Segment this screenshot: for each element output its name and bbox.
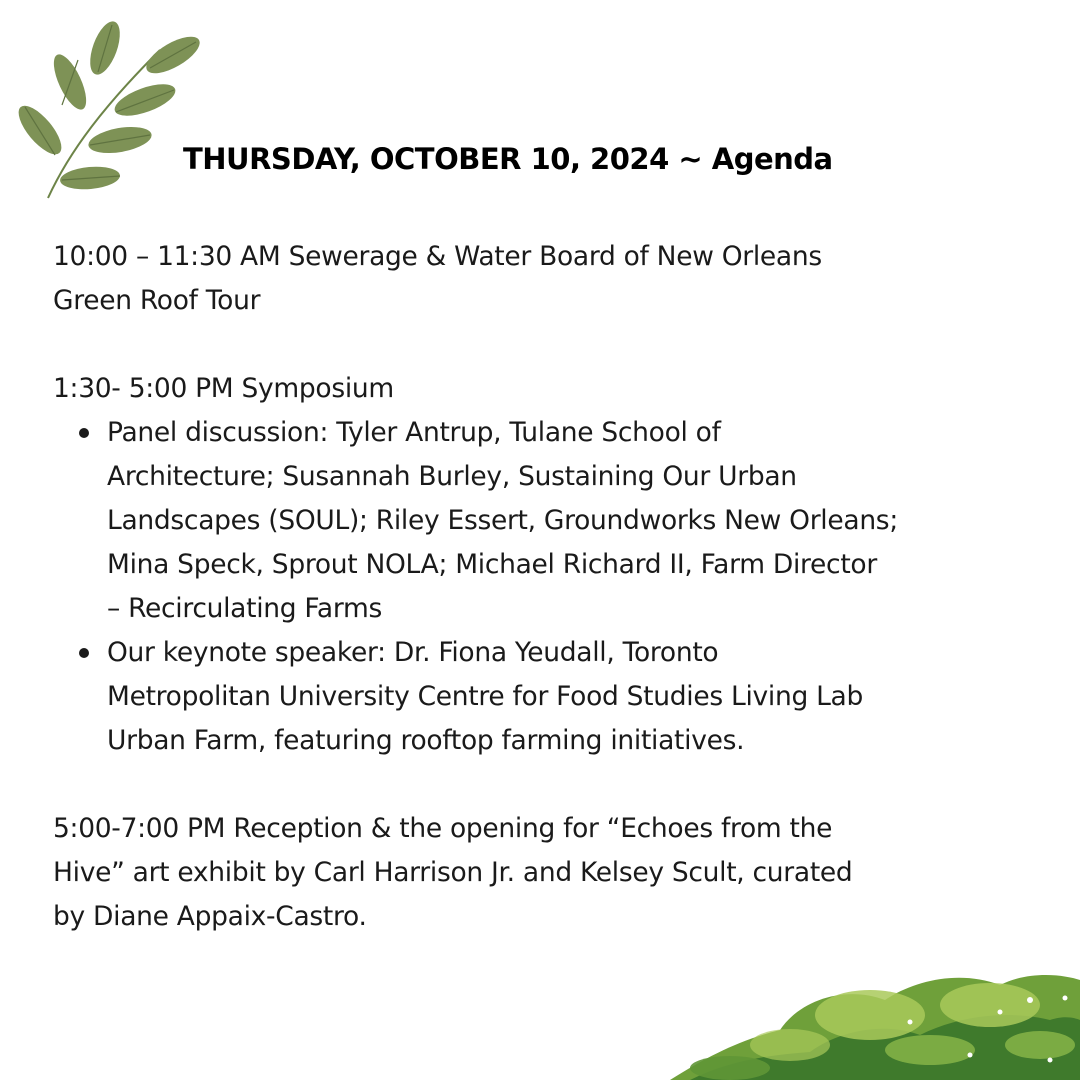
bullet-line: Our keynote speaker: Dr. Fiona Yeudall, Toronto <box>107 637 719 668</box>
agenda-item-line: Hive” art exhibit by Carl Harrison Jr. and Kelsey Scult, curated <box>53 857 853 888</box>
bullet-line: Landscapes (SOUL); Riley Essert, Groundworks New Orleans; <box>107 505 898 536</box>
agenda-item-reception <box>53 807 1043 939</box>
leaf-branch-icon <box>10 10 210 210</box>
bullet-line: Urban Farm, featuring rooftop farming initiatives. <box>107 725 745 756</box>
bullet-line: Panel discussion: Tyler Antrup, Tulane School of <box>107 417 721 448</box>
agenda-item-symposium <box>53 367 1043 763</box>
bushes-icon <box>670 960 1080 1080</box>
agenda-title: THURSDAY, OCTOBER 10, 2024 ~ Agenda <box>183 142 833 176</box>
bullet-line: Metropolitan University Centre for Food Studies Living Lab <box>107 681 864 712</box>
spacer <box>53 763 1043 807</box>
agenda-item-line: Green Roof Tour <box>53 285 261 316</box>
bullet-icon <box>79 648 89 658</box>
agenda-item-line: 10:00 – 11:30 AM Sewerage & Water Board of New Orleans <box>53 241 822 272</box>
agenda-item-line: by Diane Appaix-Castro. <box>53 901 367 932</box>
spacer <box>53 323 1043 367</box>
bullet-icon <box>79 428 89 438</box>
agenda-item-tour <box>53 235 1043 323</box>
bullet-line: – Recirculating Farms <box>107 593 383 624</box>
list-item <box>53 631 1043 763</box>
agenda-item-heading: 1:30- 5:00 PM Symposium <box>53 373 394 404</box>
list-item <box>53 411 1043 631</box>
symposium-bullet-list <box>53 411 1043 763</box>
bullet-line: Mina Speck, Sprout NOLA; Michael Richard II, Farm Director <box>107 549 877 580</box>
agenda-content <box>53 235 1043 939</box>
bullet-line: Architecture; Susannah Burley, Sustaining Our Urban <box>107 461 797 492</box>
agenda-item-line: 5:00-7:00 PM Reception & the opening for “Echoes from the <box>53 813 833 844</box>
